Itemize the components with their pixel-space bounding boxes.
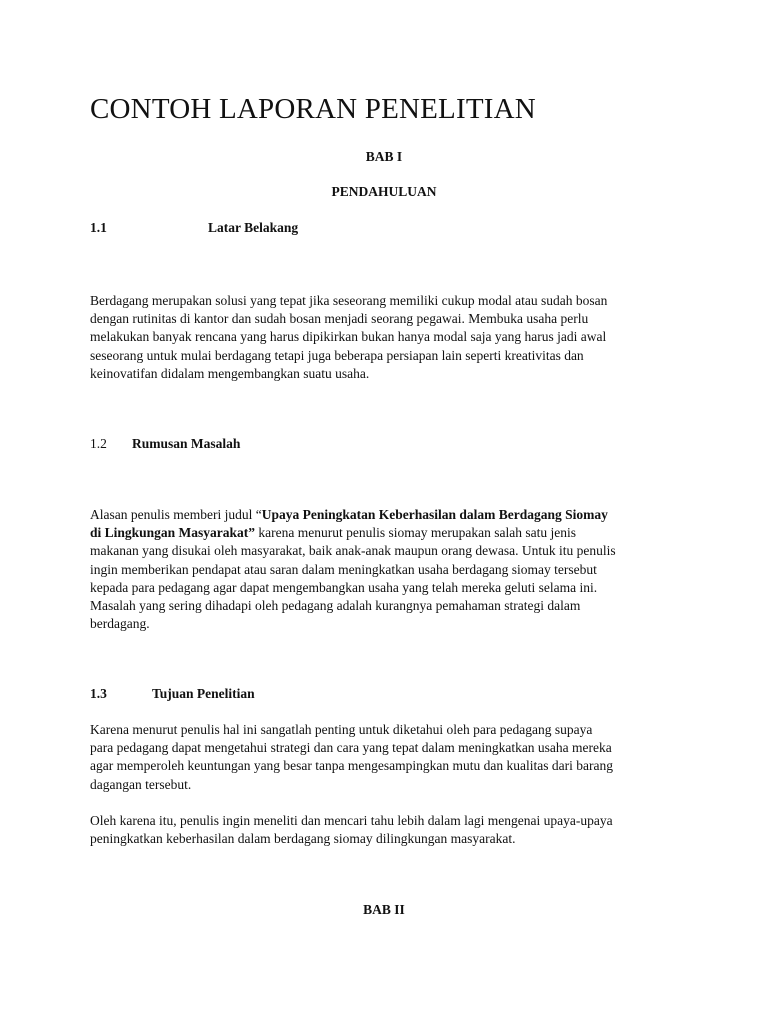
section-label: Rumusan Masalah (132, 436, 241, 451)
text-line: kepada para pedagang agar dapat mengembangkan usaha yang telah mereka geluti selama ini. (90, 579, 598, 595)
title-quote-bold: Upaya Peningkatan Keberhasilan dalam Berdagang Siomay (261, 507, 608, 522)
chapter-2-label: BAB II (363, 902, 405, 917)
chapter-1-heading: PENDAHULUAN (331, 184, 437, 199)
text-line: Oleh karena itu, penulis ingin meneliti dan mencari tahu lebih dalam lagi mengenai upaya-upaya (90, 813, 613, 828)
text-line: ingin memberikan pendapat atau saran dalam meningkatkan usaha berdagang siomay tersebut (90, 561, 597, 577)
text-line: Berdagang merupakan solusi yang tepat jika seseorang memiliki cukup modal atau sudah bosan (90, 293, 608, 308)
paragraph-tujuan-1 (90, 721, 690, 794)
text-span: karena menurut penulis siomay merupakan salah satu jenis (255, 525, 576, 541)
document-title: CONTOH LAPORAN PENELITIAN (90, 93, 536, 125)
text-line (90, 506, 690, 524)
section-number: 1.3 (90, 686, 107, 701)
text-line: seseorang untuk mulai berdagang tetapi juga beberapa persiapan lain seperti kreativitas dan (90, 347, 584, 363)
section-number: 1.1 (90, 220, 107, 235)
text-line: para pedagang dapat mengetahui strategi dan cara yang tepat dalam meningkatkan usaha mereka (90, 740, 612, 756)
paragraph-rumusan-masalah (90, 506, 690, 633)
text-line: makanan yang disukai oleh masyarakat, baik anak-anak maupun orang dewasa. Untuk itu penulis (90, 543, 616, 559)
text-line: keinovatifan didalam mengembangkan suatu usaha. (90, 365, 370, 381)
chapter-1-label: BAB I (365, 149, 403, 164)
text-line: peningkatkan keberhasilan dalam berdagang siomay dilingkungan masyarakat. (90, 831, 516, 847)
text-line: Karena menurut penulis hal ini sangatlah penting untuk diketahui oleh para pedagang supaya (90, 722, 593, 737)
text-line: dagangan tersebut. (90, 776, 192, 792)
section-label: Latar Belakang (208, 220, 299, 235)
section-heading-1-1 (90, 220, 298, 236)
text-span: Alasan penulis memberi judul “ (90, 507, 262, 522)
text-line: agar memperoleh keuntungan yang besar tanpa mengesampingkan mutu dan kualitas dari barang (90, 758, 613, 774)
section-heading-1-2 (90, 436, 240, 452)
paragraph-tujuan-2 (90, 812, 690, 848)
paragraph-latar-belakang (90, 292, 690, 383)
text-line (90, 524, 690, 542)
title-quote-bold: di Lingkungan Masyarakat” (90, 525, 256, 541)
text-line: melakukan banyak rencana yang harus dipikirkan bukan hanya modal saja yang harus jadi awal (90, 329, 607, 345)
section-heading-1-3 (90, 686, 255, 702)
text-line: berdagang. (90, 616, 150, 632)
section-number: 1.2 (90, 436, 107, 451)
section-label: Tujuan Penelitian (152, 686, 255, 701)
text-line: dengan rutinitas di kantor dan sudah bosan menjadi seorang pegawai. Membuka usaha perlu (90, 311, 589, 327)
text-line: Masalah yang sering dihadapi oleh pedagang adalah kurangnya pemahaman strategi dalam (90, 598, 581, 614)
